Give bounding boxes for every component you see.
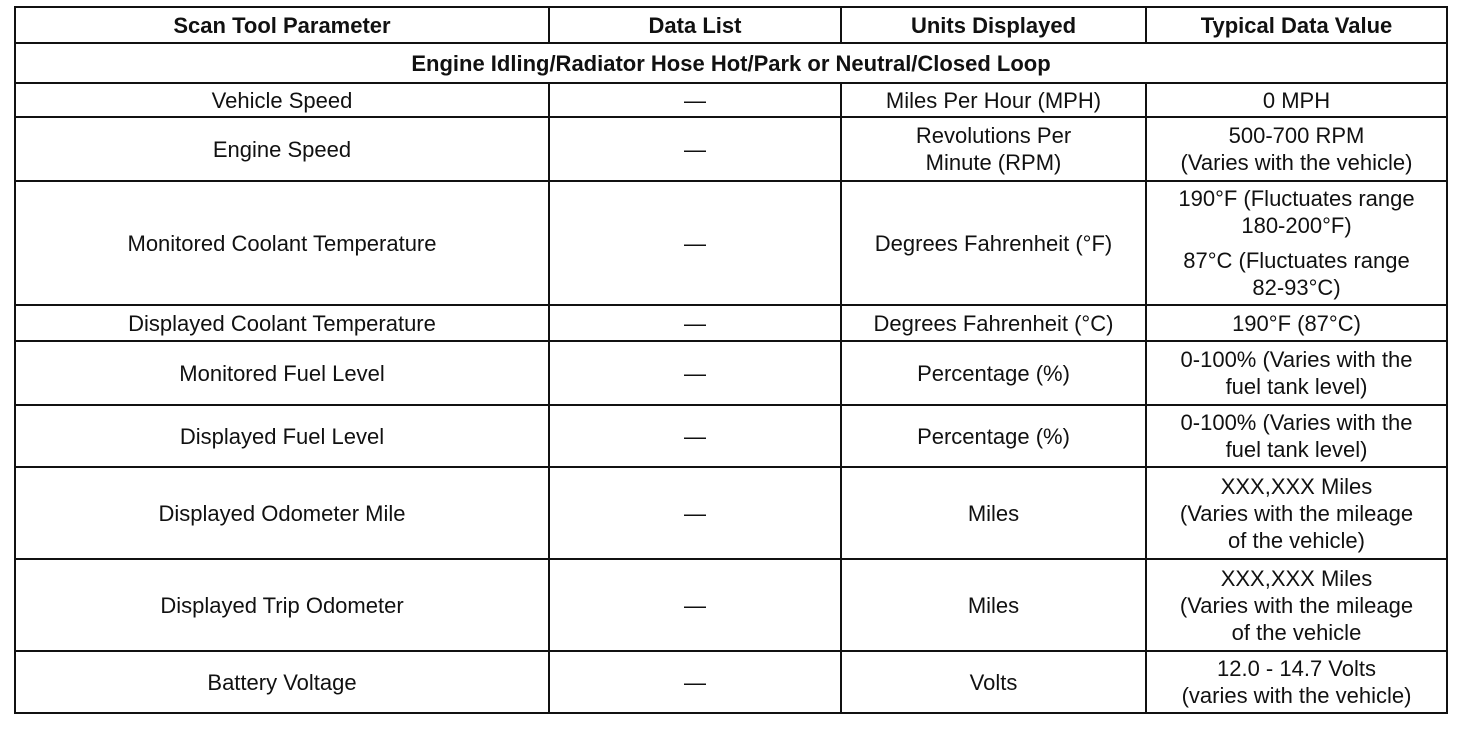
value-line: 87°C (Fluctuates range <box>1183 248 1410 273</box>
typical-value-cell <box>1146 117 1447 181</box>
value-block <box>1153 310 1440 337</box>
units-cell <box>841 467 1146 559</box>
value-line: 0 MPH <box>1262 87 1331 113</box>
header-scan-tool-parameter: Scan Tool Parameter <box>15 7 549 43</box>
typical-value-cell <box>1146 341 1447 405</box>
table-row <box>15 83 1447 117</box>
units-line: Miles <box>967 592 1020 618</box>
table-body <box>15 43 1447 713</box>
parameter-cell: Monitored Coolant Temperature <box>15 181 549 305</box>
table-row <box>15 467 1447 559</box>
units-line: Volts <box>969 669 1018 695</box>
table-row <box>15 405 1447 467</box>
typical-value-cell <box>1146 83 1447 117</box>
typical-value-cell <box>1146 405 1447 467</box>
table-row <box>15 181 1447 305</box>
parameter-cell: Vehicle Speed <box>15 83 549 117</box>
table-row <box>15 651 1447 713</box>
data-list-cell: — <box>549 341 841 405</box>
value-line: 500-700 RPM <box>1228 123 1365 148</box>
typical-value-cell <box>1146 467 1447 559</box>
value-line: of the vehicle <box>1231 619 1362 645</box>
value-line: (Varies with the mileage <box>1179 500 1414 526</box>
units-line: Miles <box>967 500 1020 526</box>
value-line: 82-93°C) <box>1252 275 1341 300</box>
units-line: Percentage (%) <box>917 360 1070 386</box>
value-block <box>1153 565 1440 646</box>
parameter-cell: Displayed Trip Odometer <box>15 559 549 651</box>
table-row <box>15 117 1447 181</box>
value-block <box>1153 185 1440 239</box>
typical-value-cell <box>1146 305 1447 341</box>
units-cell <box>841 117 1146 181</box>
units-cell <box>841 405 1146 467</box>
header-units-displayed: Units Displayed <box>841 7 1146 43</box>
table-row <box>15 341 1447 405</box>
data-list-cell: — <box>549 559 841 651</box>
value-line: 0-100% (Varies with the <box>1180 410 1413 435</box>
value-line: (Varies with the mileage <box>1179 592 1414 618</box>
data-list-cell: — <box>549 467 841 559</box>
parameter-cell: Displayed Fuel Level <box>15 405 549 467</box>
value-line: XXX,XXX Miles <box>1220 473 1373 499</box>
value-block <box>1153 87 1440 114</box>
value-block <box>1153 655 1440 709</box>
value-line: 190°F (87°C) <box>1232 310 1361 336</box>
typical-value-cell <box>1146 181 1447 305</box>
units-cell <box>841 83 1146 117</box>
data-list-cell: — <box>549 83 841 117</box>
units-cell <box>841 341 1146 405</box>
units-cell <box>841 559 1146 651</box>
table-row <box>15 559 1447 651</box>
value-block <box>1153 346 1440 400</box>
parameter-cell: Displayed Odometer Mile <box>15 467 549 559</box>
table-row <box>15 305 1447 341</box>
units-cell <box>841 651 1146 713</box>
value-line: (Varies with the vehicle) <box>1180 150 1413 175</box>
data-list-cell: — <box>549 651 841 713</box>
value-line: XXX,XXX Miles <box>1220 565 1373 591</box>
header-typical-data-value: Typical Data Value <box>1146 7 1447 43</box>
units-cell <box>841 181 1146 305</box>
units-line: Revolutions Per <box>915 123 1072 148</box>
units-line: Percentage (%) <box>917 423 1070 449</box>
value-line: 0-100% (Varies with the <box>1180 347 1413 372</box>
data-list-cell: — <box>549 117 841 181</box>
data-list-cell: — <box>549 181 841 305</box>
data-list-cell: — <box>549 305 841 341</box>
header-data-list: Data List <box>549 7 841 43</box>
value-line: fuel tank level) <box>1225 374 1368 399</box>
value-block <box>1153 247 1440 301</box>
units-cell <box>841 305 1146 341</box>
header-row <box>15 7 1447 43</box>
value-line: (varies with the vehicle) <box>1181 683 1412 708</box>
units-line: Minute (RPM) <box>925 150 1062 175</box>
value-block <box>1153 409 1440 463</box>
parameter-cell: Monitored Fuel Level <box>15 341 549 405</box>
parameter-cell: Engine Speed <box>15 117 549 181</box>
data-list-cell: — <box>549 405 841 467</box>
typical-value-cell <box>1146 651 1447 713</box>
section-row <box>15 43 1447 83</box>
value-line: 12.0 - 14.7 Volts <box>1217 656 1376 681</box>
value-block <box>1153 473 1440 554</box>
value-line: of the vehicle) <box>1228 527 1365 553</box>
scan-tool-data-table <box>14 6 1448 714</box>
value-line: 180-200°F) <box>1241 213 1352 238</box>
parameter-cell: Displayed Coolant Temperature <box>15 305 549 341</box>
units-line: Degrees Fahrenheit (°C) <box>873 310 1114 336</box>
typical-value-cell <box>1146 559 1447 651</box>
units-line: Miles Per Hour (MPH) <box>885 87 1102 113</box>
value-line: fuel tank level) <box>1225 437 1368 462</box>
value-block <box>1153 122 1440 176</box>
value-line: 190°F (Fluctuates range <box>1178 186 1415 211</box>
parameter-cell: Battery Voltage <box>15 651 549 713</box>
section-title: Engine Idling/Radiator Hose Hot/Park or Neutral/Closed Loop <box>15 43 1447 83</box>
units-line: Degrees Fahrenheit (°F) <box>874 230 1113 256</box>
